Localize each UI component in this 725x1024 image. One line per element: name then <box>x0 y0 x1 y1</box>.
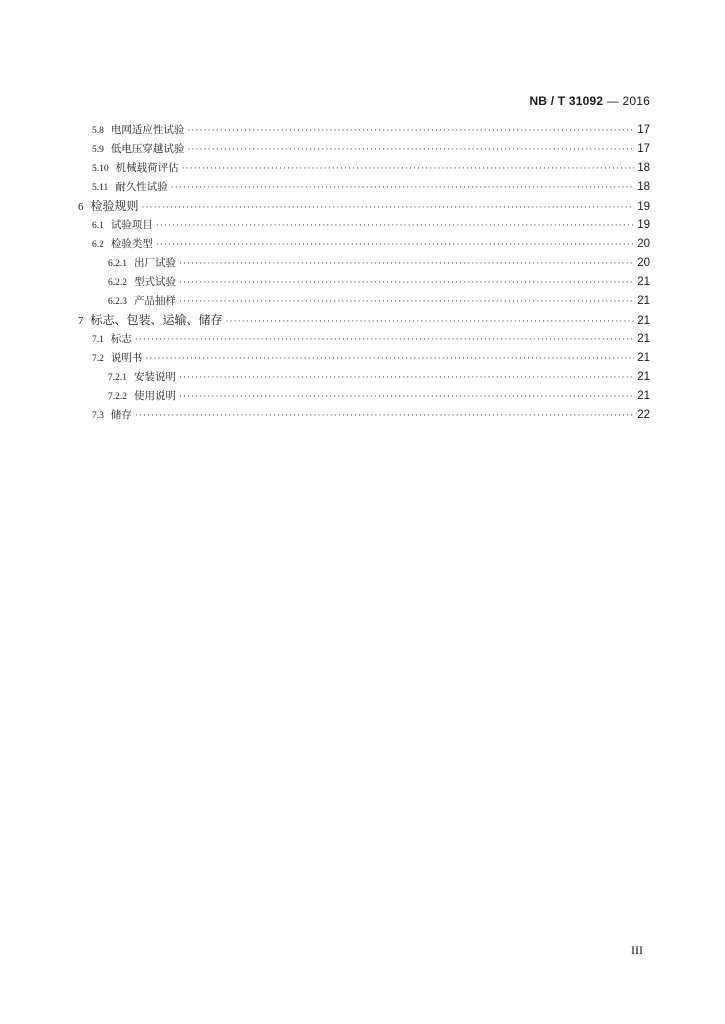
toc-entry-page: 21 <box>637 371 650 383</box>
document-code-number: NB / T 31092 <box>529 94 604 108</box>
toc-entry[interactable] <box>78 311 650 330</box>
document-code-separator: — <box>603 94 623 108</box>
toc-dot-leader <box>135 331 634 350</box>
toc-entry[interactable] <box>78 330 650 349</box>
toc-entry[interactable] <box>78 349 650 368</box>
toc-dot-leader <box>156 236 634 255</box>
toc-dot-leader <box>145 350 634 369</box>
toc-entry-page: 19 <box>637 219 650 231</box>
toc-entry-title: 储存 <box>110 409 132 421</box>
toc-entry-page: 21 <box>637 352 650 364</box>
toc-entry-number: 7.3 <box>92 411 104 421</box>
toc-dot-leader <box>179 369 634 388</box>
toc-entry[interactable] <box>78 197 650 216</box>
document-code-year: 2016 <box>622 94 650 108</box>
toc-entry-number: 7.1 <box>92 335 104 345</box>
toc-entry[interactable] <box>78 368 650 387</box>
toc-dot-leader <box>171 179 634 198</box>
toc-entry-title: 低电压穿越试验 <box>110 143 185 155</box>
toc-entry-title: 安装说明 <box>134 371 176 383</box>
toc-dot-leader <box>179 293 634 312</box>
toc-entry[interactable] <box>78 273 650 292</box>
toc-entry[interactable] <box>78 406 650 425</box>
toc-entry[interactable] <box>78 140 650 159</box>
toc-entry-page: 20 <box>637 257 650 269</box>
toc-entry-title: 出厂试验 <box>134 257 176 269</box>
toc-entry-page: 21 <box>637 390 650 402</box>
toc-entry-page: 22 <box>637 409 650 421</box>
toc-entry-title: 电网适应性试验 <box>110 124 185 136</box>
toc-dot-leader <box>187 122 634 141</box>
toc-entry-number: 6.2.1 <box>108 259 127 269</box>
toc-entry-page: 21 <box>637 295 650 307</box>
toc-entry-number: 5.9 <box>92 145 104 155</box>
toc-entry-page: 21 <box>637 276 650 288</box>
toc-entry[interactable] <box>78 121 650 140</box>
toc-entry-number: 6 <box>78 201 84 213</box>
toc-entry-title: 检验规则 <box>90 199 139 213</box>
toc-entry-title: 检验类型 <box>110 238 153 250</box>
toc-entry-number: 6.2 <box>92 240 104 250</box>
toc-entry-title: 标志 <box>110 333 132 345</box>
toc-entry-page: 21 <box>637 315 650 327</box>
toc-entry[interactable] <box>78 216 650 235</box>
toc-entry-number: 7 <box>78 315 84 327</box>
toc-dot-leader <box>179 255 634 274</box>
toc-dot-leader <box>179 274 634 293</box>
toc-entry-title: 试验项目 <box>110 219 153 231</box>
toc-entry-number: 5.11 <box>92 183 109 193</box>
toc-entry-number: 6.1 <box>92 221 104 231</box>
toc-dot-leader <box>187 141 634 160</box>
toc-entry-page: 17 <box>637 124 650 136</box>
page-number: III <box>631 943 643 957</box>
toc-entry-number: 7.2.1 <box>108 373 127 383</box>
table-of-contents <box>78 121 650 425</box>
toc-entry-number: 7.2.2 <box>108 392 127 402</box>
toc-entry-page: 18 <box>637 162 650 174</box>
toc-entry[interactable] <box>78 235 650 254</box>
toc-entry[interactable] <box>78 292 650 311</box>
toc-entry-title: 耐久性试验 <box>115 181 168 193</box>
toc-dot-leader <box>226 313 635 332</box>
toc-entry[interactable] <box>78 254 650 273</box>
toc-entry-page: 17 <box>637 143 650 155</box>
toc-entry-number: 5.8 <box>92 126 104 136</box>
toc-entry-title: 产品抽样 <box>134 295 176 307</box>
toc-entry-title: 说明书 <box>110 352 143 364</box>
toc-entry-page: 18 <box>637 181 650 193</box>
toc-entry-number: 6.2.2 <box>108 278 127 288</box>
document-code <box>529 94 650 108</box>
toc-dot-leader <box>142 199 635 218</box>
toc-entry-number: 5.10 <box>92 164 109 174</box>
toc-entry-number: 6.2.3 <box>108 297 127 307</box>
toc-entry-page: 21 <box>637 333 650 345</box>
toc-entry-title: 使用说明 <box>134 390 176 402</box>
toc-dot-leader <box>135 407 634 426</box>
toc-dot-leader <box>156 217 634 236</box>
toc-dot-leader <box>182 160 635 179</box>
toc-entry[interactable] <box>78 387 650 406</box>
toc-entry-page: 20 <box>637 238 650 250</box>
toc-entry-page: 19 <box>637 201 650 213</box>
toc-entry-title: 机械载荷评估 <box>115 162 179 174</box>
toc-entry[interactable] <box>78 159 650 178</box>
toc-entry-title: 型式试验 <box>134 276 176 288</box>
toc-dot-leader <box>179 388 634 407</box>
toc-entry[interactable] <box>78 178 650 197</box>
toc-entry-number: 7.2 <box>92 354 104 364</box>
toc-entry-title: 标志、包装、运输、储存 <box>90 313 223 327</box>
